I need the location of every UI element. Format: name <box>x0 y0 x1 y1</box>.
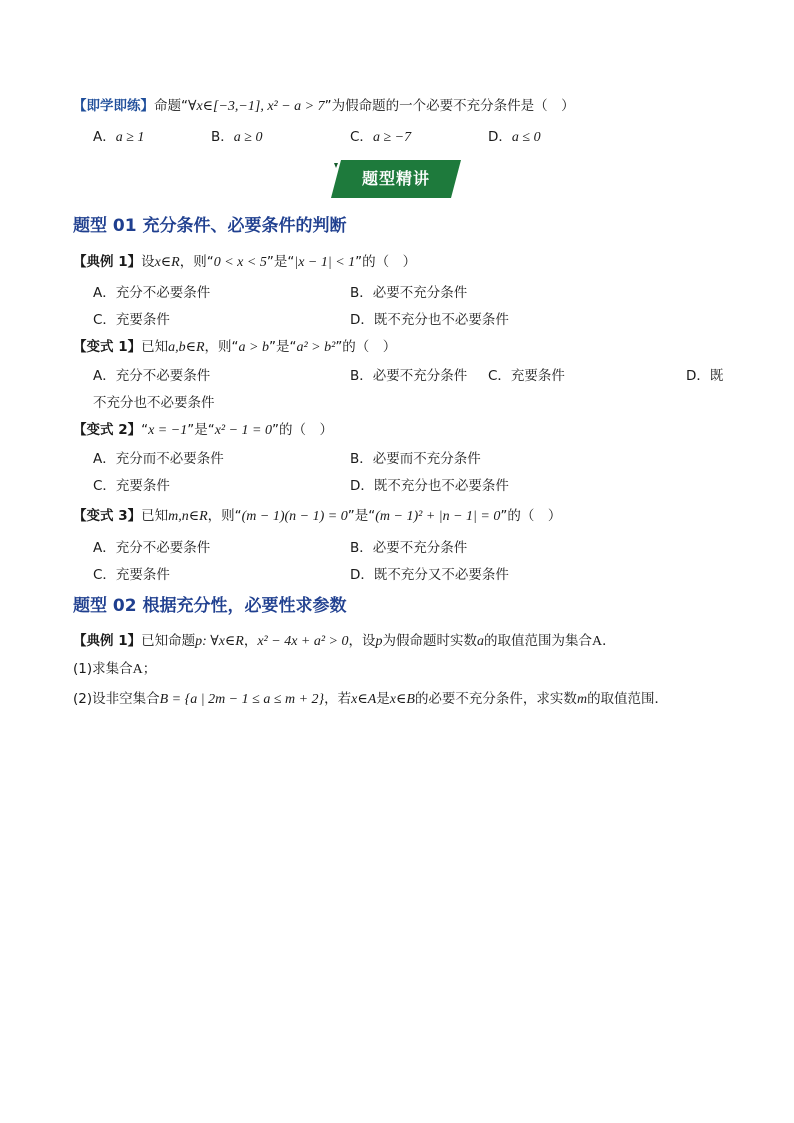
stem-text: 已知 <box>141 508 169 524</box>
stem-math: x∈R <box>154 255 180 270</box>
subquestion-text: 的必要不充分条件，求实数 <box>414 691 577 707</box>
variant-tag: 【变式 3】 <box>73 508 142 524</box>
type2-heading: 题型 02 根据充分性，必要性求参数 <box>73 596 347 616</box>
stem-text: ． <box>602 633 616 649</box>
variant-tag: 【变式 2】 <box>73 422 142 438</box>
practice-option-a <box>93 127 144 148</box>
practice-option-d <box>488 127 541 148</box>
stem-text: ”的（ ） <box>355 254 417 270</box>
var3-option-c: C．充要条件 <box>93 567 170 583</box>
stem-math: x² − 4x + a² > 0 <box>257 634 349 649</box>
stem-math: a² > b² <box>296 340 336 355</box>
stem-math: (m − 1)² + |n − 1| = 0 <box>375 509 501 524</box>
subquestion-text: ； <box>142 661 157 677</box>
var1-option-d-wrap: 不充分也不必要条件 <box>93 395 215 411</box>
stem-math: a,b∈R <box>168 340 205 355</box>
option-value: a ≥ −7 <box>372 130 412 145</box>
var1-option-d: D．既 <box>686 368 724 384</box>
variant-tag: 【变式 1】 <box>73 339 142 355</box>
stem-text: ”是“ <box>266 254 295 270</box>
practice-option-b <box>211 127 262 148</box>
var1-option-b: B．必要不充分条件 <box>350 368 468 384</box>
option-label: C． <box>350 129 373 145</box>
stem-text: 已知命题 <box>141 633 196 649</box>
var2-option-c: C．充要条件 <box>93 478 170 494</box>
subquestion-math: B = {a | 2m − 1 ≤ a ≤ m + 2} <box>159 692 325 707</box>
stem-text: ，则“ <box>204 339 239 355</box>
example-tag: 【典例 1】 <box>73 254 142 270</box>
var2-option-b: B．必要而不充分条件 <box>350 451 481 467</box>
stem-math: x² − 1 = 0 <box>214 423 273 438</box>
option-value: a ≥ 1 <box>115 130 145 145</box>
stem-text: ，则“ <box>179 254 214 270</box>
var3-option-d: D．既不充分又不必要条件 <box>350 567 509 583</box>
stem-math: (m − 1)(n − 1) = 0 <box>241 509 348 524</box>
subquestion-math: x∈A <box>351 692 377 707</box>
var3-option-a: A．充分不必要条件 <box>93 540 211 556</box>
practice-text-prefix: 命题“ <box>154 98 188 114</box>
stem-text: ”是“ <box>268 339 297 355</box>
practice-tag: 【即学即练】 <box>73 98 154 114</box>
subquestion-text: (2)设非空集合 <box>73 691 160 707</box>
stem-math: p: ∀x∈R <box>195 634 244 649</box>
banner-title: 题型精讲 <box>361 169 430 188</box>
practice-text-suffix: ”为假命题的一个必要不充分条件是（ ） <box>324 98 575 114</box>
option-label: D． <box>488 129 512 145</box>
stem-math: a <box>477 634 485 649</box>
type1-variant3-stem <box>73 506 561 527</box>
var3-option-b: B．必要不充分条件 <box>350 540 468 556</box>
subquestion-math: A <box>132 662 143 677</box>
ex1-option-c: C．充要条件 <box>93 312 170 328</box>
section-banner <box>331 160 461 198</box>
var2-option-a: A．充分而不必要条件 <box>93 451 224 467</box>
stem-text: 的取值范围为集合 <box>484 633 593 649</box>
stem-math: p <box>375 634 383 649</box>
option-label: A． <box>93 129 116 145</box>
example-tag: 【典例 1】 <box>73 633 142 649</box>
stem-text: ，则“ <box>207 508 242 524</box>
var1-option-c: C．充要条件 <box>488 368 565 384</box>
stem-text: ”的（ ） <box>500 508 562 524</box>
option-value: a ≤ 0 <box>511 130 541 145</box>
type2-subquestion-2 <box>73 689 668 710</box>
subquestion-math: x∈B <box>389 692 415 707</box>
ex1-option-b: B．必要不充分条件 <box>350 285 468 301</box>
practice-math: ∀x∈[−3,−1], x² − a > 7 <box>188 99 325 114</box>
stem-math: A <box>592 634 603 649</box>
stem-math: 0 < x < 5 <box>213 255 267 270</box>
type1-example1-stem <box>73 252 416 273</box>
type1-heading: 题型 01 充分条件、必要条件的判断 <box>73 216 347 236</box>
stem-text: ”是“ <box>347 508 376 524</box>
type1-variant2-stem <box>73 420 333 441</box>
practice-option-c <box>350 127 411 148</box>
stem-text: “ <box>141 422 149 438</box>
stem-math: m,n∈R <box>168 509 208 524</box>
stem-text: 为假命题时实数 <box>382 633 478 649</box>
option-label: B． <box>211 129 234 145</box>
stem-text: 设 <box>141 254 155 270</box>
practice-question <box>73 96 575 117</box>
stem-text: ，设 <box>348 633 376 649</box>
type1-variant1-stem <box>73 337 396 358</box>
stem-text: 已知 <box>141 339 169 355</box>
subquestion-text: 的取值范围． <box>587 691 669 707</box>
type2-example1-stem <box>73 631 616 652</box>
stem-math: x = −1 <box>148 423 188 438</box>
stem-text: ， <box>243 633 258 649</box>
stem-math: |x − 1| < 1 <box>294 255 356 270</box>
subquestion-text: (1)求集合 <box>73 661 133 677</box>
stem-math: a > b <box>238 340 269 355</box>
subquestion-text: ，若 <box>324 691 352 707</box>
option-value: a ≥ 0 <box>233 130 263 145</box>
ex1-option-a: A．充分不必要条件 <box>93 285 211 301</box>
subquestion-text: 是 <box>376 691 390 707</box>
subquestion-math: m <box>576 692 588 707</box>
var1-option-a: A．充分不必要条件 <box>93 368 211 384</box>
type2-subquestion-1 <box>73 659 156 680</box>
stem-text: ”的（ ） <box>272 422 334 438</box>
stem-text: ”的（ ） <box>335 339 397 355</box>
ex1-option-d: D．既不充分也不必要条件 <box>350 312 509 328</box>
stem-text: ”是“ <box>187 422 215 438</box>
var2-option-d: D．既不充分也不必要条件 <box>350 478 509 494</box>
